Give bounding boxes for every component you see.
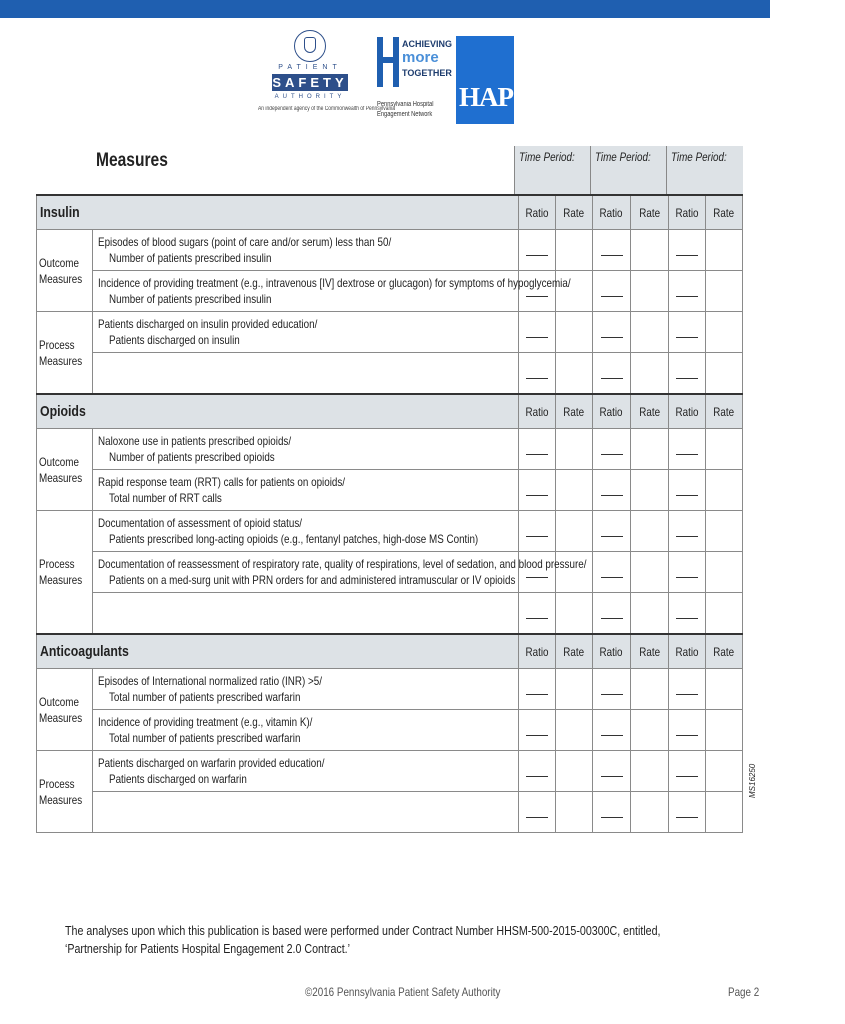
ratio-input-cell[interactable]	[669, 552, 706, 593]
rate-input-cell[interactable]	[556, 710, 593, 751]
rate-input-cell[interactable]	[631, 470, 669, 511]
page-number: Page 2	[728, 985, 760, 999]
page-title: Measures	[96, 150, 168, 171]
ratio-input-cell[interactable]	[669, 271, 706, 312]
denominator-text: Patients discharged on warfarin	[109, 772, 247, 786]
column-label-rate: Rate	[556, 394, 593, 429]
ratio-input-cell[interactable]	[593, 792, 631, 833]
ratio-input-cell[interactable]	[669, 792, 706, 833]
blank-line	[676, 526, 698, 537]
ratio-input-cell[interactable]	[669, 230, 706, 271]
column-label-ratio: Ratio	[669, 195, 706, 230]
rate-input-cell[interactable]	[556, 792, 593, 833]
rate-input-cell[interactable]	[706, 593, 743, 635]
document-code: MS16250	[748, 763, 757, 798]
column-label-rate: Rate	[556, 634, 593, 669]
column-label-ratio: Ratio	[669, 634, 706, 669]
blank-line	[601, 608, 623, 619]
ratio-input-cell[interactable]	[519, 751, 556, 792]
column-label-ratio: Ratio	[593, 394, 631, 429]
measure-row	[37, 792, 743, 833]
section-title: Opioids	[37, 394, 519, 429]
column-label-rate: Rate	[631, 394, 669, 429]
blank-line	[526, 327, 548, 338]
denominator-text: Patients prescribed long-acting opioids (e.g., fentanyl patches, high-dose MS Contin)	[109, 532, 479, 546]
column-label-ratio: Ratio	[519, 394, 556, 429]
rate-input-cell[interactable]	[631, 710, 669, 751]
rate-input-cell[interactable]	[706, 470, 743, 511]
rate-input-cell[interactable]	[556, 470, 593, 511]
measure-description	[93, 792, 519, 833]
rate-input-cell[interactable]	[631, 312, 669, 353]
measure-row	[37, 312, 743, 353]
blank-line	[526, 608, 548, 619]
rate-input-cell[interactable]	[631, 353, 669, 395]
hap-logo: HAP	[456, 36, 514, 124]
blank-line	[676, 286, 698, 297]
blank-line	[676, 245, 698, 256]
numerator-text: Documentation of assessment of opioid status/	[98, 516, 303, 530]
blank-line	[526, 485, 548, 496]
ratio-input-cell[interactable]	[593, 353, 631, 395]
ratio-input-cell[interactable]	[669, 710, 706, 751]
time-period-2[interactable]: Time Period:	[590, 146, 667, 194]
ratio-input-cell[interactable]	[593, 669, 631, 710]
ratio-input-cell[interactable]	[593, 751, 631, 792]
patient-safety-authority-logo	[258, 30, 396, 125]
rate-input-cell[interactable]	[706, 312, 743, 353]
blank-line	[526, 684, 548, 695]
measure-description	[93, 429, 519, 470]
blank-line	[526, 444, 548, 455]
measure-description	[93, 751, 519, 792]
blank-line	[676, 766, 698, 777]
ratio-input-cell[interactable]	[593, 271, 631, 312]
blank-line	[526, 725, 548, 736]
blank-line	[676, 368, 698, 379]
denominator-text: Total number of patients prescribed warfarin	[109, 690, 301, 704]
ratio-input-cell[interactable]	[519, 353, 556, 395]
denominator-text: Patients on a med-surg unit with PRN orders for and administered intramuscular or IV opioids	[109, 573, 516, 587]
section-header-row	[37, 394, 743, 429]
rate-input-cell[interactable]	[631, 429, 669, 470]
measure-row	[37, 669, 743, 710]
measure-description	[93, 470, 519, 511]
blank-line	[601, 725, 623, 736]
column-label-ratio: Ratio	[669, 394, 706, 429]
rate-input-cell[interactable]	[556, 593, 593, 635]
section-title: Anticoagulants	[37, 634, 519, 669]
numerator-text: Incidence of providing treatment (e.g., vitamin K)/	[98, 715, 313, 729]
rate-input-cell[interactable]	[706, 751, 743, 792]
section-header-row	[37, 634, 743, 669]
blank-line	[601, 684, 623, 695]
blank-line	[601, 485, 623, 496]
measure-row	[37, 552, 743, 593]
measure-description	[93, 710, 519, 751]
measure-row	[37, 353, 743, 395]
ratio-input-cell[interactable]	[669, 669, 706, 710]
state-seal-icon	[294, 30, 326, 62]
logo-network-line1: Pennsylvania Hospital	[377, 101, 434, 108]
time-period-3[interactable]: Time Period:	[666, 146, 743, 194]
blank-line	[676, 725, 698, 736]
measure-description	[93, 312, 519, 353]
psa-logo-patient: PATIENT	[278, 64, 342, 71]
denominator-text: Number of patients prescribed insulin	[109, 292, 272, 306]
measure-description	[93, 593, 519, 635]
ratio-input-cell[interactable]	[669, 470, 706, 511]
ratio-input-cell[interactable]	[519, 312, 556, 353]
rate-input-cell[interactable]	[706, 271, 743, 312]
ratio-input-cell[interactable]	[519, 470, 556, 511]
psa-logo-authority: AUTHORITY	[274, 94, 346, 100]
measure-row	[37, 751, 743, 792]
denominator-text: Number of patients prescribed opioids	[109, 450, 275, 464]
rate-input-cell[interactable]	[556, 511, 593, 552]
copyright: ©2016 Pennsylvania Patient Safety Authority	[305, 985, 501, 999]
column-label-rate: Rate	[631, 634, 669, 669]
section-title: Insulin	[37, 195, 519, 230]
logo-together: TOGETHER	[402, 68, 452, 78]
column-label-rate: Rate	[706, 634, 743, 669]
rate-input-cell[interactable]	[631, 593, 669, 635]
rate-input-cell[interactable]	[556, 312, 593, 353]
rate-input-cell[interactable]	[556, 751, 593, 792]
rate-input-cell[interactable]	[706, 429, 743, 470]
blank-line	[676, 807, 698, 818]
numerator-text: Naloxone use in patients prescribed opioids/	[98, 434, 292, 448]
measures-header-row	[36, 146, 742, 194]
blank-line	[676, 485, 698, 496]
blank-line	[601, 526, 623, 537]
measure-row	[37, 429, 743, 470]
ratio-input-cell[interactable]	[669, 511, 706, 552]
ratio-input-cell[interactable]	[593, 230, 631, 271]
rate-input-cell[interactable]	[556, 353, 593, 395]
ratio-input-cell[interactable]	[593, 710, 631, 751]
ratio-input-cell[interactable]	[593, 552, 631, 593]
rate-input-cell[interactable]	[706, 669, 743, 710]
blank-line	[601, 368, 623, 379]
blank-line	[601, 807, 623, 818]
ratio-input-cell[interactable]	[519, 710, 556, 751]
denominator-text: Total number of RRT calls	[109, 491, 222, 505]
measure-row	[37, 271, 743, 312]
column-label-rate: Rate	[631, 195, 669, 230]
process-measures-label: Process Measures	[37, 511, 93, 635]
ratio-input-cell[interactable]	[593, 593, 631, 635]
rate-input-cell[interactable]	[556, 429, 593, 470]
column-label-rate: Rate	[706, 394, 743, 429]
denominator-text: Number of patients prescribed insulin	[109, 251, 272, 265]
outcome-measures-label: Outcome Measures	[37, 669, 93, 751]
measure-description	[93, 552, 587, 593]
outcome-measures-label: Outcome Measures	[37, 230, 93, 312]
measures-table	[36, 194, 743, 833]
ratio-input-cell[interactable]	[519, 792, 556, 833]
rate-input-cell[interactable]	[631, 511, 669, 552]
blank-line	[526, 766, 548, 777]
process-measures-label: Process Measures	[37, 312, 93, 395]
blank-line	[676, 327, 698, 338]
ratio-input-cell[interactable]	[669, 751, 706, 792]
column-label-ratio: Ratio	[593, 634, 631, 669]
achieving-more-together-logo	[375, 35, 453, 125]
blank-line	[676, 608, 698, 619]
psa-logo-safety: SAFETY	[272, 75, 348, 90]
numerator-text: Patients discharged on insulin provided education/	[98, 317, 318, 331]
measure-description	[93, 669, 519, 710]
ratio-input-cell[interactable]	[519, 429, 556, 470]
column-label-ratio: Ratio	[519, 195, 556, 230]
ratio-input-cell[interactable]	[593, 312, 631, 353]
blank-line	[526, 245, 548, 256]
blank-line	[676, 567, 698, 578]
time-period-1[interactable]: Time Period:	[514, 146, 591, 194]
measure-row	[37, 593, 743, 635]
column-label-ratio: Ratio	[519, 634, 556, 669]
rate-input-cell[interactable]	[706, 353, 743, 395]
rate-input-cell[interactable]	[631, 669, 669, 710]
ratio-input-cell[interactable]	[593, 470, 631, 511]
rate-input-cell[interactable]	[631, 751, 669, 792]
blank-line	[601, 444, 623, 455]
ratio-input-cell[interactable]	[669, 312, 706, 353]
rate-input-cell[interactable]	[706, 552, 743, 593]
ratio-input-cell[interactable]	[593, 429, 631, 470]
numerator-text: Rapid response team (RRT) calls for patients on opioids/	[98, 475, 346, 489]
blank-line	[676, 444, 698, 455]
ratio-input-cell[interactable]	[669, 429, 706, 470]
numerator-text: Episodes of International normalized ratio (INR) >5/	[98, 674, 322, 688]
rate-input-cell[interactable]	[631, 792, 669, 833]
ratio-input-cell[interactable]	[519, 230, 556, 271]
denominator-text: Total number of patients prescribed warfarin	[109, 731, 301, 745]
psa-logo-tagline: An independent agency of the Commonwealth of Pennsylvania	[258, 106, 396, 112]
ratio-input-cell[interactable]	[669, 593, 706, 635]
blank-line	[526, 368, 548, 379]
rate-input-cell[interactable]	[706, 710, 743, 751]
section-header-row	[37, 195, 743, 230]
measure-description	[93, 230, 519, 271]
blank-line	[676, 684, 698, 695]
rate-input-cell[interactable]	[631, 271, 669, 312]
top-color-bar	[0, 0, 770, 18]
rate-input-cell[interactable]	[631, 552, 669, 593]
measure-description	[93, 271, 571, 312]
rate-input-cell[interactable]	[706, 230, 743, 271]
column-label-ratio: Ratio	[593, 195, 631, 230]
blank-line	[526, 807, 548, 818]
blank-line	[601, 327, 623, 338]
logo-achieving: ACHIEVING	[402, 39, 453, 49]
outcome-measures-label: Outcome Measures	[37, 429, 93, 511]
rate-input-cell[interactable]	[556, 230, 593, 271]
measure-description	[93, 511, 519, 552]
rate-input-cell[interactable]	[706, 792, 743, 833]
numerator-text: Incidence of providing treatment (e.g., intravenous [IV] dextrose or glucagon) for symptoms of hypoglycemia/	[98, 276, 571, 290]
ratio-input-cell[interactable]	[669, 353, 706, 395]
measure-row	[37, 470, 743, 511]
blank-line	[601, 245, 623, 256]
measure-row	[37, 710, 743, 751]
numerator-text: Episodes of blood sugars (point of care and/or serum) less than 50/	[98, 235, 392, 249]
contract-note: The analyses upon which this publication is based were performed under Contract Number HHSM-500-2015-00300C, entitled, ‘Partnership for Patients Hospital Engagement 2.0 Contract.’	[65, 923, 661, 956]
ratio-input-cell[interactable]	[593, 511, 631, 552]
column-label-rate: Rate	[556, 195, 593, 230]
ratio-input-cell[interactable]	[519, 593, 556, 635]
numerator-text: Documentation of reassessment of respiratory rate, quality of respirations, level of sedation, and blood pressure/	[98, 557, 587, 571]
blank-line	[601, 286, 623, 297]
blank-line	[601, 766, 623, 777]
logo-network-line2: Engagement Network	[377, 111, 433, 118]
denominator-text: Patients discharged on insulin	[109, 333, 240, 347]
measure-row	[37, 511, 743, 552]
measure-description	[93, 353, 519, 395]
ratio-input-cell[interactable]	[519, 669, 556, 710]
blank-line	[601, 567, 623, 578]
rate-input-cell[interactable]	[631, 230, 669, 271]
numerator-text: Patients discharged on warfarin provided education/	[98, 756, 325, 770]
column-label-rate: Rate	[706, 195, 743, 230]
logo-more: more	[402, 49, 439, 66]
h-letter-icon	[377, 37, 399, 87]
process-measures-label: Process Measures	[37, 751, 93, 833]
rate-input-cell[interactable]	[556, 669, 593, 710]
measure-row	[37, 230, 743, 271]
rate-input-cell[interactable]	[706, 511, 743, 552]
